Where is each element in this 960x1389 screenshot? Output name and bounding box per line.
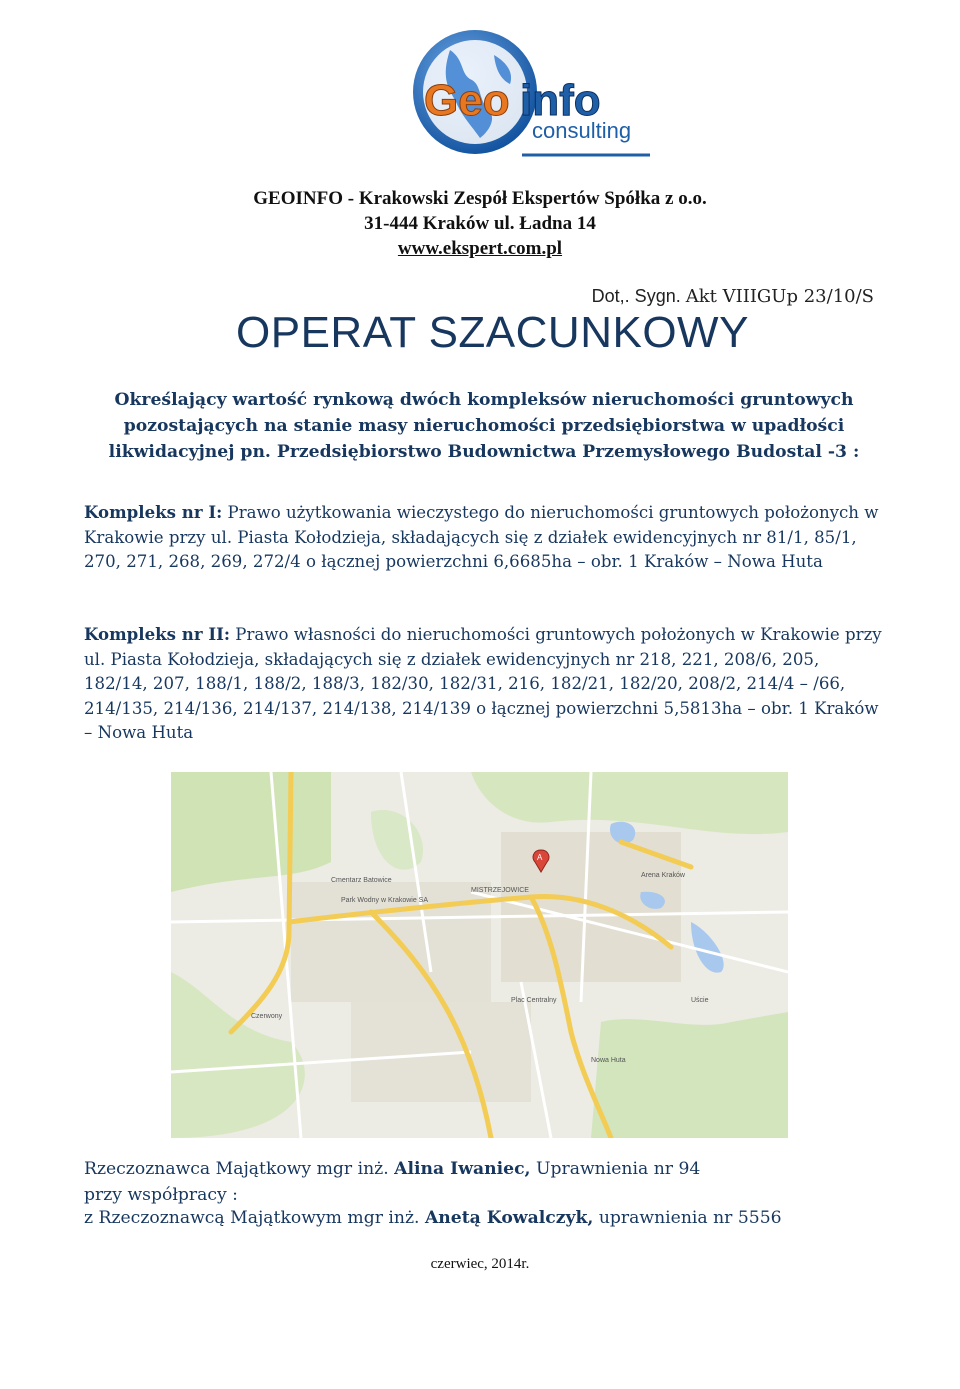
intro-line-2: pozostających na stanie masy nieruchomości przedsiębiorstwa w upadłości bbox=[123, 416, 845, 436]
complex-1-text: Prawo użytkowania wieczystego do nieruchomości gruntowych położonych w Krakowie przy ul. Piasta Kołodzieja, składających się z działek ewidencyjnych nr 81/1, 85/1, 270, 271, 268, 269, 272/4 o łącznej powierzchni 6,6685ha – obr. 1 Kraków – Nowa Huta bbox=[84, 503, 879, 571]
logo-consulting-text: consulting bbox=[532, 118, 632, 143]
complex-1-paragraph bbox=[84, 500, 884, 575]
map-label: Nowa Huta bbox=[591, 1057, 626, 1064]
complex-1-label: Kompleks nr I: bbox=[84, 502, 223, 522]
map-marker-label: A bbox=[537, 853, 543, 862]
appraiser-line bbox=[84, 1159, 700, 1179]
co-appraiser-title: z Rzeczoznawcą Majątkowym mgr inż. bbox=[84, 1208, 420, 1228]
complex-2-paragraph bbox=[84, 622, 884, 746]
geoinfo-logo bbox=[410, 20, 660, 165]
appraiser-title: Rzeczoznawca Majątkowy mgr inż. bbox=[84, 1159, 389, 1179]
map-label: Plac Centralny bbox=[511, 997, 557, 1004]
co-appraiser-name: Anetą Kowalczyk, bbox=[424, 1208, 594, 1228]
intro-line-1: Określający wartość rynkową dwóch kompleksów nieruchomości gruntowych bbox=[114, 390, 854, 410]
complex-2-label: Kompleks nr II: bbox=[84, 624, 230, 644]
appraiser-license: Uprawnienia nr 94 bbox=[536, 1159, 701, 1179]
map-label: Uście bbox=[691, 997, 709, 1004]
intro-paragraph bbox=[84, 387, 884, 465]
intro-line-3: likwidacyjnej pn. Przedsiębiorstwo Budownictwa Przemysłowego Budostal -3 : bbox=[108, 442, 860, 462]
company-name: GEOINFO - Krakowski Zespół Ekspertów Spółka z o.o. bbox=[253, 188, 707, 209]
map-label: Arena Kraków bbox=[641, 872, 685, 879]
case-reference bbox=[592, 286, 874, 307]
document-date: czerwiec, 2014r. bbox=[430, 1256, 530, 1272]
map-label: Park Wodny w Krakowie SA bbox=[341, 897, 429, 904]
complex-2-text: Prawo własności do nieruchomości gruntowych położonych w Krakowie przy ul. Piasta Kołodzieja, składających się z działek ewidencyjnych nr 218, 221, 208/6, 205, 182/14, 207, 188/1, 188/2, 188/3, 182/30, 182/31, 216, 182/21, 182/20, 208/2, 214/4 – /66, 214/135, 214/136, 214/137, 214/138, 214/139 o łącznej powierzchni 5,5813ha – obr. 1 Kraków – Nowa Huta bbox=[84, 625, 882, 742]
company-address: 31-444 Kraków ul. Ładna 14 bbox=[364, 213, 596, 234]
company-website-link[interactable]: www.ekspert.com.pl bbox=[397, 238, 563, 259]
map-label: Czerwony bbox=[251, 1013, 283, 1020]
location-map bbox=[171, 772, 788, 1138]
appraiser-name: Alina Iwaniec, bbox=[394, 1159, 531, 1179]
map-label: Cmentarz Batowice bbox=[331, 877, 392, 884]
logo-info-text: info bbox=[520, 76, 601, 125]
case-reference-value: Akt VIIIGUp 23/10/S bbox=[685, 286, 874, 307]
case-reference-prefix: Dot,. Sygn. bbox=[591, 286, 681, 306]
document-title: OPERAT SZACUNKOWY bbox=[236, 308, 749, 357]
co-appraiser-line bbox=[84, 1208, 782, 1228]
logo-geo-text: Geo bbox=[424, 76, 510, 125]
map-label: MISTRZEJOWICE bbox=[471, 887, 529, 894]
cooperation-line: przy współpracy : bbox=[84, 1185, 238, 1205]
co-appraiser-license: uprawnienia nr 5556 bbox=[598, 1208, 782, 1228]
